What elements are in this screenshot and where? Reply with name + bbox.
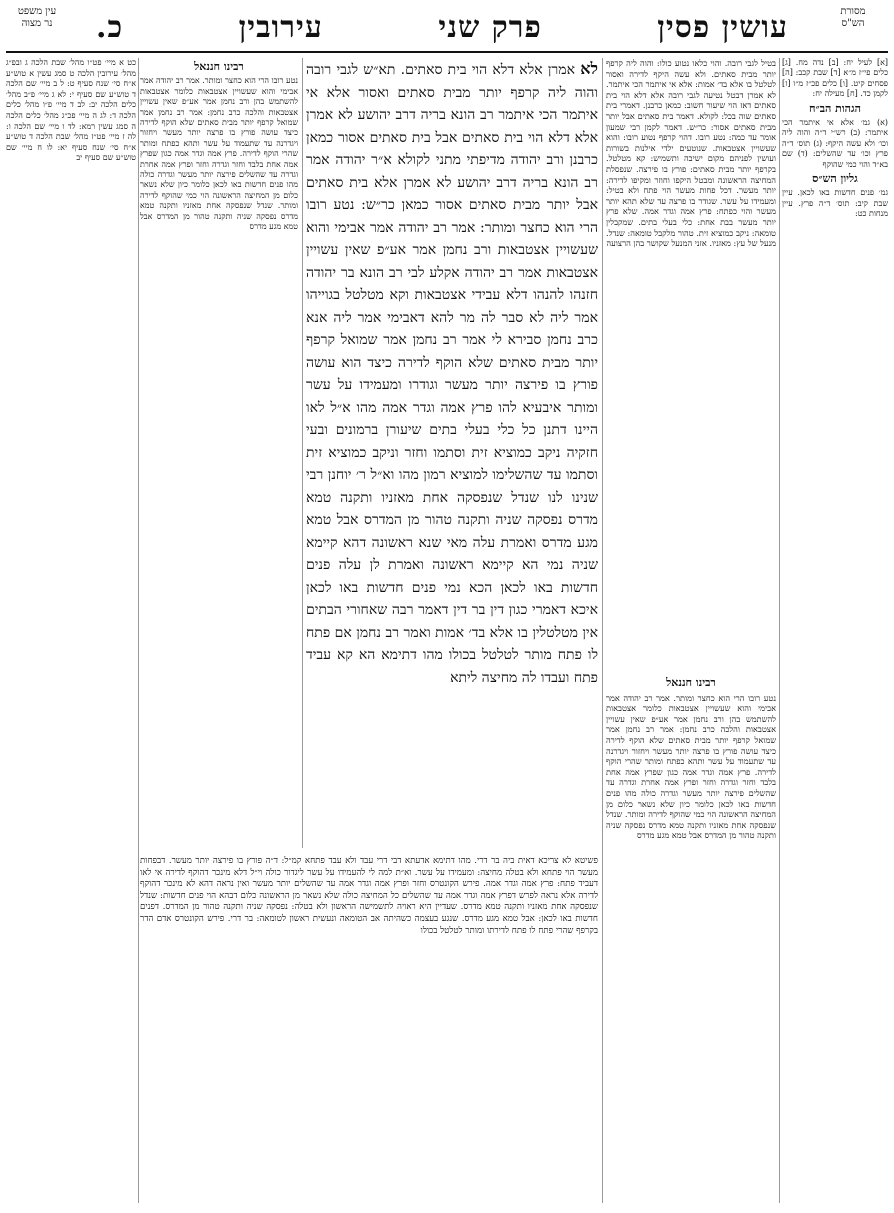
column-divider xyxy=(302,58,303,848)
column-divider xyxy=(602,58,603,1203)
talmud-page xyxy=(6,6,888,1206)
bottom-commentary-text: פשיטא לא צריכא דאית ביה בר דרי. מהו דתימא אדעתא דבי דרי עבד ולא עבד פתחא קמ״ל: ד״ה פורץ בו פירצה יותר מעשר. דבפחות מעשר הוי פתחא ולא בטלה מחיצה: ומעמידו על עשר. וא״ת למה לי להעמידו על עשר ליגדור כולה וי״ל דלא מינכר דהוקף לדירה אי לאו דעביד פתח: פרץ אמה וגדר אמה. פירש הקונטרס וחזר ופרץ אמה וגדר אמה עד שהשלים יותר מעשר ואין נראה דהא לא מינכר דהוקף לדירה אלא נראה לפרש דפרץ אמה וגדר אמה עד שהשלים כל המחיצה כולה שלא נשאר מן הראשונה כלום דבהא הוי פנים חדשות: שנדל שנפסקה אחת מאזניו ותקנה טמא מדרס. שעדיין היא ראויה לתשמישה הראשון ולא בטלה: נפסקה שניה ותקנה טהור מן המדרס. דפנים חדשות באו לכאן: אבל טמא מגע מדרס. שנגע בעצמה כשהיתה אב הטומאה ונעשית ראשון לטומאה: בר דרי. פירש הקונטרס אדם הדר בקרפף שהרי פתח לו פתח לדירתו ומותר לטלטל בכולו xyxy=(140,856,598,936)
gemara-text: אמרן אלא דלא הוי בית סאתים. תא״ש לגבי רובה והוה ליה קרפף יותר מבית סאתים ואסור אלא אי איתמר הכי איתמר רב הונא בריה דרב יהושע לא אמרן אלא דלא הוי בית סאתים אבל בית סאתים אסור כמאן כרבנן ורב יהודה מדיפתי מתני לקולא א״ר יהודה אמר רב הונא בריה דרב יהושע לא אמרן אלא בית סאתים אבל יותר מבית סאתים אסור כמאן כר״ש: נטע רובו הרי הוא כחצר ומותר: אמר רב יהודה אמר אבימי והוא שעשויין אצטבאות ורב נחמן אמר אע״פ שאין עשויין אצטבאות אמר רב יהודה אקלע לבי רב הונא בר יהודה חזנהו להנהו דלא עבידי אצטבאות וקא מטלטל בגוייהו אמר ליה לא סבר לה מר להא דאבימי אמר ליה אנא כרב נחמן סבירא לי אמר רב נחמן אמר שמואל קרפף יותר מבית סאתים שלא הוקף לדירה כיצד הוא עושה פורץ בו פירצה יותר מעשר וגודרו ומעמידו על עשר ומותר איבעיא להו פרץ אמה וגדר אמה מהו א״ל לאו היינו דתנן כל כלי בעלי בתים שיעורן ברמונים ובעי חזקיה ניקב כמוציא זית וסתמו וחזר וניקב כמוציא זית וסתמו עד שהשלימו למוציא רמון מהו וא״ל ר׳ יוחנן רבי שנינו לנו שנדל שנפסקה אחת מאזניו ותקנה טמא מדרס נפסקה שניה ותקנה טהור מן המדרס אבל טמא מגע מדרס ואמרת עלה מאי שנא ראשונה דהא קיימא שניה נמי הא קיימא ראשונה ואמרת לן עלה פנים חדשות באו לכאן הכא נמי פנים חדשות באו לכאן איכא דאמרי כגון דין בר דין דאמר רבה שאחורי הבתים אין מטלטלין בו אלא בד׳ אמות ואמר רב נחמן אם פתח לו פתח מותר לטלטל בכולו מהו דתימא הא קא עביד פתח ועבדו לה מחיצה ליתא xyxy=(306,62,598,686)
tosafot-heading: רבינו חננאל xyxy=(194,60,244,73)
mesoret-header xyxy=(818,6,888,48)
title-tractate: עירובין xyxy=(238,9,323,45)
ein-mishpat-header xyxy=(6,6,68,48)
bottom-commentary xyxy=(140,856,598,1203)
page-title xyxy=(76,6,808,48)
column-divider xyxy=(138,58,139,1203)
ein-mishpat-column xyxy=(6,58,136,1203)
hagahot-text: (א) גמ׳ אלא אי איתמר הכי איתמר: (ב) רש״י ד״ה והוה ליה וכו׳ ולא עשה היקף: (ג) תוס׳ ד״ה פרץ וכו׳ עד שהשלים: (ד) שם בא״ד והוי כמי שהוקף xyxy=(782,118,888,169)
hagahot-heading: הגהות הב״ח xyxy=(809,101,861,115)
tosafot-text: נטע רובו הרי הוא כחצר ומותר. אמר רב יהודה אמר אבימי והוא שעשויין אצטבאות כלומר אצטבאות להשתמש בהן ורב נחמן אמר אע״פ שאין עשויין אצטבאות והלכה כרב נחמן: אמר רב נחמן אמר שמואל קרפף יותר מבית סאתים שלא הוקף לדירה כיצד עושה פורץ בו פרצה יותר מעשר ויחזור ויגדרנה עד שתעמוד על עשר ותהא כפתח ומותר שהרי הוקף לדירה. פרץ אמה וגדר אמה כגון שפרץ אמה אחת בלבד וחזר וגדרה וחזר ופרץ אמה אחרת וגדרה עד שהשלים פירצה יותר מעשר וגדרה כולה מהו פנים חדשות באו לכאן כלומר כיון שלא נשאר כלום מן המחיצה הראשונה הוי כמי שהוקף לדירה ומותר. שנדל שנפסקה אחת מאזניו ותקנה טמא מדרס נפסקה שניה ותקנה טהור מן המדרס אבל טמא מגע מדרס xyxy=(140,76,298,232)
ein-mishpat-label: עין משפט xyxy=(17,6,57,17)
title-chapter: פרק שני xyxy=(438,9,542,45)
header-divider xyxy=(6,51,888,53)
hashas-label: הש"ס xyxy=(841,18,865,29)
title-page-number: כ. xyxy=(96,9,124,45)
rashi-text: בטיל לגבי רובה. והוי כלאו נטוע כולו: והוה ליה קרפף יותר מבית סאתים. ולא עשה היקף לדירה ואסור לטלטל בו אלא בד׳ אמות: אלא אי איתמר הכי איתמר. לא אמרן דבטל נטיעה לגבי רובה אלא דלא הוי בית סאתים דאז הוי שיעור חשוב: כמאן כרבנן. דאמרי בית סאתים שוה בכל: לקולא. דאמר בית סאתים אבל יותר מבית סאתים אסור: כר״ש. דאמר לקמן רבי שמעון אומר עד כמה: נטע רובו. דהוי קרפף נטוע רובו: והוא שעשויין אצטבאות. שנוטעים ילדי אילנות בשורות ועושין לפניהם מקום ישיבה ותשמיש: קא מטלטל. בקרפף יותר מבית סאתים: פורץ בו פירצה. שנפסלת המחיצה הראשונה ומבטל היקפו וחוזר ומקיפו לדירה: יותר מעשר. דכל פחות מעשר הוי פתח ולא בטיל: ומעמידו על עשר. שגודר בו פרצה עד שלא תהא יותר מעשר והוי כפתח: פרץ אמה וגדר אמה. שלא פרץ יותר מעשר בבת אחת: כלי בעלי בתים. שמקבלין טומאה: ניקב כמוציא זית. טהור מלקבל טומאה: שנדל. מנעל של עץ: מאזניו. אזני המנעל שקושר בהן הרצועה xyxy=(606,58,776,249)
tosafot-continued-text: נטע רובו הרי הוא כחצר ומותר. אמר רב יהודה אמר אבימי והוא שעשויין אצטבאות כלומר אצטבאות להשתמש בהן ורב נחמן אמר אע״פ שאין עשויין אצטבאות והלכה כרב נחמן: אמר רב נחמן אמר שמואל קרפף יותר מבית סאתים שלא הוקף לדירה כיצד עושה פורץ בו פרצה יותר מעשר ויחזור ויגדרנה עד שתעמוד על עשר ותהא כפתח ומותר שהרי הוקף לדירה. פרץ אמה וגדר אמה כגון שפרץ אמה אחת בלבד וחזר וגדרה וחזר ופרץ אמה אחרת וגדרה עד שהשלים פירצה יותר מעשר וגדרה כולה מהו פנים חדשות באו לכאן כלומר כיון שלא נשאר כלום מן המחיצה הראשונה הוי כמי שהוקף לדירה ומותר. שנדל שנפסקה אחת מאזניו ותקנה טמא מדרס נפסקה שניה ותקנה טהור מן המדרס אבל טמא מגע מדרס xyxy=(606,692,776,841)
mesoret-label: מסורת xyxy=(840,6,866,17)
mesoret-text: [א] לעיל יח: [ב] נדה מח. [ג] כלים פי״ז מ״א [ד] שבת קכב: [ה] פסחים קיט. [ו] כלים פכ״ז מ״ו [ז] לקמן כד. [ח] מעילה יח: xyxy=(782,58,888,99)
rabbeinu-chananel-heading: רבינו חננאל xyxy=(666,676,716,689)
rashi-column xyxy=(606,58,776,668)
gemara-opening-word: לא xyxy=(580,59,598,78)
column-divider xyxy=(779,58,780,1203)
title-name: עושין פסין xyxy=(657,9,788,45)
gemara-column xyxy=(306,58,598,848)
mesoret-column xyxy=(782,58,888,1203)
gilyon-heading: גליון הש״ס xyxy=(812,172,858,186)
rabbeinu-chananel-column xyxy=(606,674,776,1203)
gilyon-text: גמ׳ פנים חדשות באו לכאן. עיין שבת קיב: תוס׳ ד״ה פרץ. עיין מנחות כט: xyxy=(782,188,888,219)
ein-mishpat-text: כט א מיי׳ פט״ו מהל׳ שבת הלכה ג ובפ״ג מהל׳ עירובין הלכה ט סמג עשין א טוש״ע א״ח סי׳ שנח סעיף ט: ל ב מיי׳ שם הלכה ד טוש״ע שם סעיף י: לא ג מיי׳ פ״ב מהל׳ כלים הלכה יב: לב ד מיי׳ פ״ו מהל׳ כלים הלכה ד: לג ה מיי׳ פכ״ג מהל׳ כלים הלכה ה סמג עשין רמא: לד ו מיי׳ שם הלכה ו: לה ז מיי׳ פט״ז מהל׳ שבת הלכה ד טוש״ע א״ח סי׳ שנח סעיף יא: לו ח מיי׳ שם טוש״ע שם סעיף יב xyxy=(6,58,136,163)
ner-mitzvah-label: נר מצוה xyxy=(21,18,53,29)
